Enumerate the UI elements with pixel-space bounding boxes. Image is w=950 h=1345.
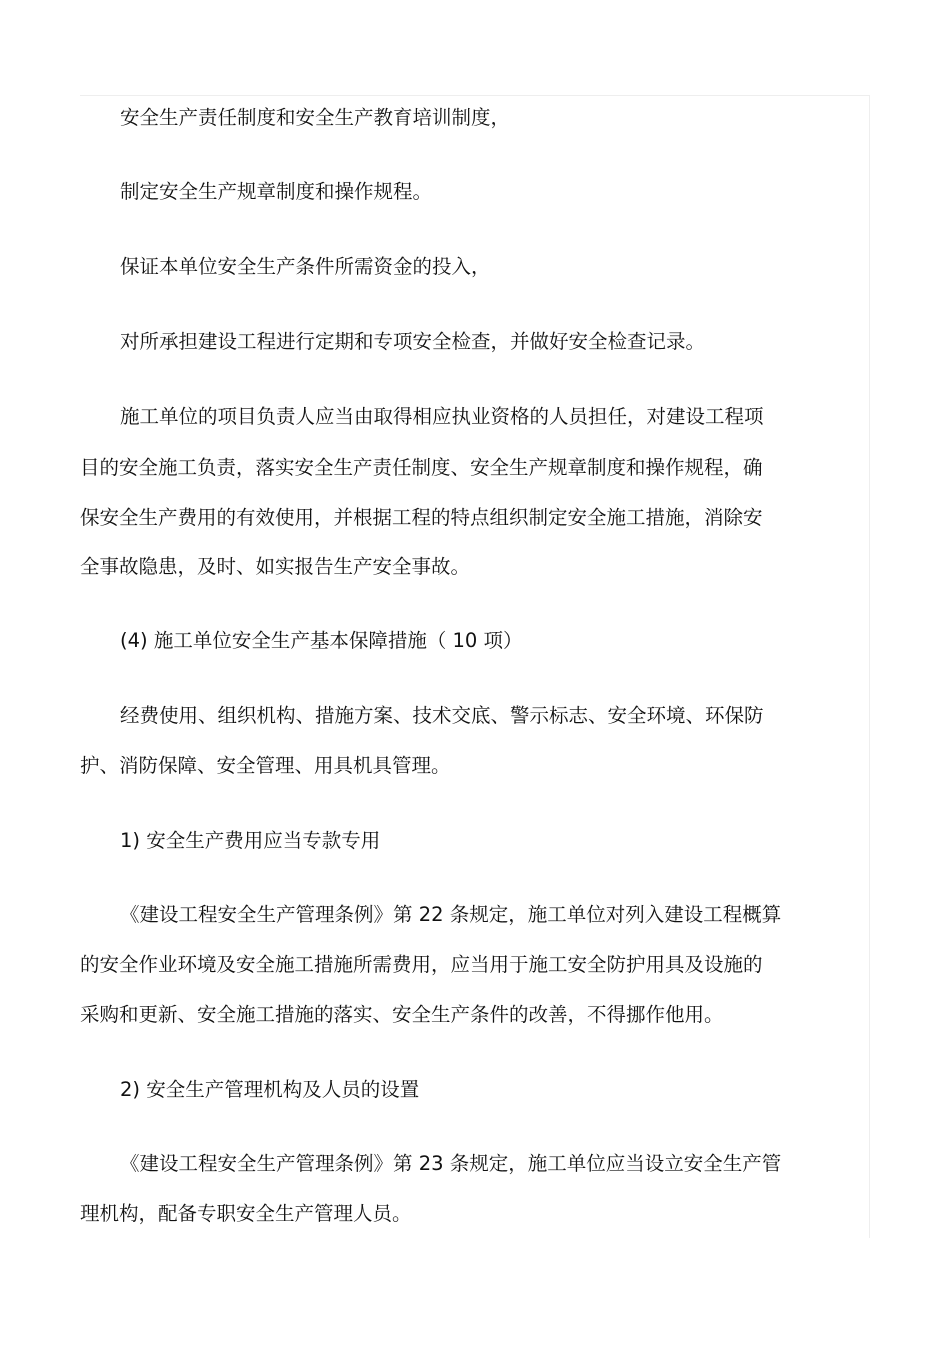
text-line: 《建设工程安全生产管理条例》第 23 条规定，施工单位应当设立安全生产管 [120, 1152, 782, 1175]
text-line: 全事故隐患，及时、如实报告生产安全事故。 [80, 555, 471, 578]
text-line: 安全生产责任制度和安全生产教育培训制度， [120, 106, 511, 129]
subsection-heading: 1) 安全生产费用应当专款专用 [120, 829, 381, 852]
subsection-heading: 2) 安全生产管理机构及人员的设置 [120, 1078, 420, 1101]
text-line: 护、消防保障、安全管理、用具机具管理。 [80, 754, 451, 777]
text-line: 施工单位的项目负责人应当由取得相应执业资格的人员担任，对建设工程项 [120, 405, 764, 428]
text-line: 经费使用、组织机构、措施方案、技术交底、警示标志、安全环境、环保防 [120, 704, 764, 727]
text-line: 理机构，配备专职安全生产管理人员。 [80, 1202, 412, 1225]
text-line: 的安全作业环境及安全施工措施所需费用，应当用于施工安全防护用具及设施的 [80, 953, 763, 976]
text-line: 目的安全施工负责，落实安全生产责任制度、安全生产规章制度和操作规程，确 [80, 456, 763, 479]
section-heading: (4) 施工单位安全生产基本保障措施（ 10 项） [120, 629, 523, 652]
text-line: 对所承担建设工程进行定期和专项安全检查，并做好安全检查记录。 [120, 330, 706, 353]
text-line: 制定安全生产规章制度和操作规程。 [120, 180, 433, 203]
text-line: 采购和更新、安全施工措施的落实、安全生产条件的改善，不得挪作他用。 [80, 1003, 724, 1026]
text-line: 《建设工程安全生产管理条例》第 22 条规定，施工单位对列入建设工程概算 [120, 903, 782, 926]
text-line: 保证本单位安全生产条件所需资金的投入， [120, 255, 491, 278]
text-line: 保安全生产费用的有效使用，并根据工程的特点组织制定安全施工措施，消除安 [80, 506, 763, 529]
